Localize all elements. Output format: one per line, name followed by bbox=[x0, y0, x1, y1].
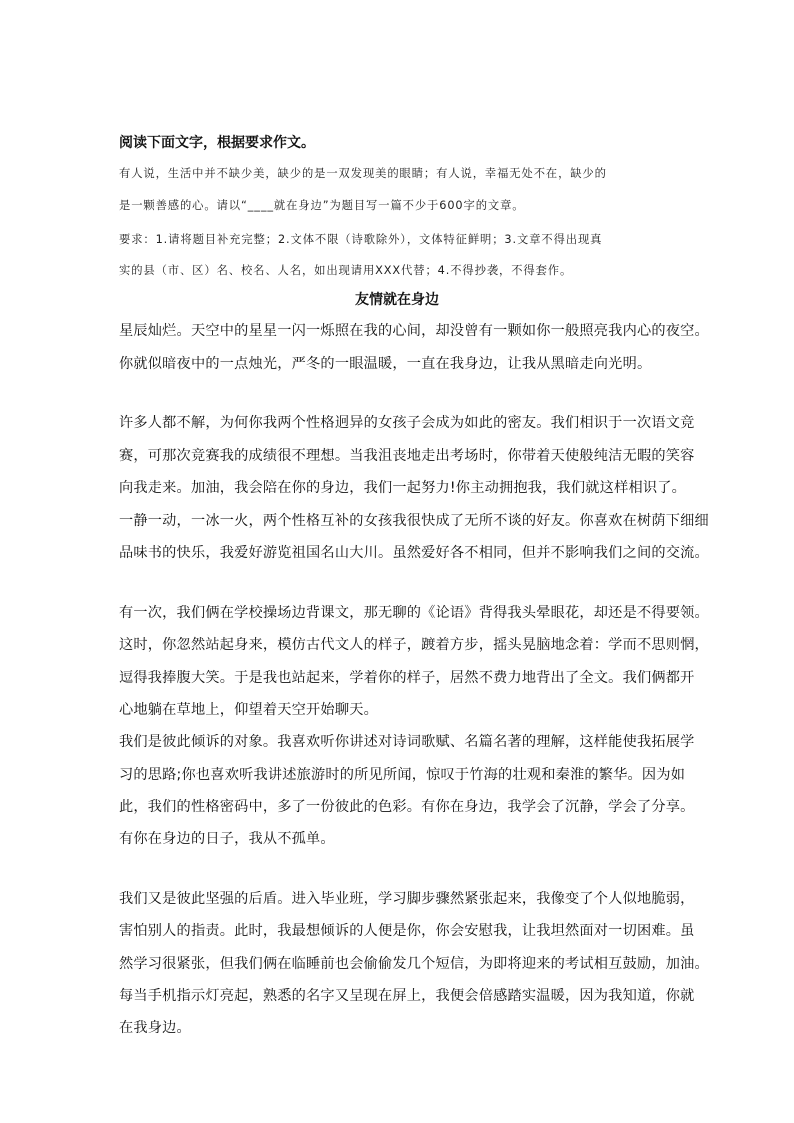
prompt-line: 是一颗善感的心。请以“____就在身边”为题目写一篇不少于600字的文章。 bbox=[119, 199, 525, 212]
essay-line: 一静一动，一冰一火，两个性格互补的女孩我很快成了无所不谈的好友。你喜欢在树荫下细细 bbox=[119, 513, 709, 529]
essay-line: 品味书的快乐，我爱好游览祖国名山大川。虽然爱好各不相同，但并不影响我们之间的交流。 bbox=[119, 545, 709, 561]
essay-title: 友情就在身边 bbox=[355, 292, 439, 308]
essay-line: 害怕别人的指责。此时，我最想倾诉的人便是你，你会安慰我，让我坦然面对一切困难。虽 bbox=[119, 923, 695, 939]
essay-line: 有一次，我们俩在学校操场边背课文，那无聊的《论语》背得我头晕眼花，却还是不得要领。 bbox=[119, 605, 709, 621]
essay-line: 许多人都不解，为何你我两个性格迥异的女孩子会成为如此的密友。我们相识于一次语文竞 bbox=[119, 415, 695, 431]
prompt-line: 要求：1.请将题目补充完整；2.文体不限（诗歌除外），文体特征鲜明；3.文章不得出现真 bbox=[119, 233, 603, 246]
essay-line: 每当手机指示灯亮起，熟悉的名字又呈现在屏上，我便会倍感踏实温暖，因为我知道，你就 bbox=[119, 988, 695, 1004]
essay-line: 星辰灿烂。天空中的星星一闪一烁照在我的心间，却没曾有一颗如你一般照亮我内心的夜空。 bbox=[119, 323, 709, 339]
essay-line: 这时，你忽然站起身来，模仿古代文人的样子，踱着方步，摇头晃脑地念着：学而不思则惘， bbox=[119, 637, 709, 653]
essay-line: 你就似暗夜中的一点烛光，严冬的一眼温暖，一直在我身边，让我从黑暗走向光明。 bbox=[119, 356, 652, 372]
instructions-heading: 阅读下面文字，根据要求作文。 bbox=[119, 135, 315, 151]
essay-line: 有你在身边的日子，我从不孤单。 bbox=[119, 831, 335, 847]
essay-line: 然学习很紧张，但我们俩在临睡前也会偷偷发几个短信，为即将迎来的考试相互鼓励，加油。 bbox=[119, 956, 709, 972]
essay-line: 赛，可那次竞赛我的成绩很不理想。当我沮丧地走出考场时，你带着天使般纯洁无暇的笑容 bbox=[119, 448, 695, 464]
prompt-line: 实的县（市、区）名、校名、人名，如出现请用XXX代替；4.不得抄袭，不得套作。 bbox=[119, 264, 573, 277]
essay-line: 在我身边。 bbox=[119, 1020, 191, 1036]
essay-line: 逗得我捧腹大笑。于是我也站起来，学着你的样子，居然不费力地背出了全文。我们俩都开 bbox=[119, 670, 695, 686]
essay-line: 此，我们的性格密码中，多了一份彼此的色彩。有你在身边，我学会了沉静，学会了分享。 bbox=[119, 799, 695, 815]
essay-line: 习的思路;你也喜欢听我讲述旅游时的所见所闻，惊叹于竹海的壮观和秦淮的繁华。因为如 bbox=[119, 767, 686, 783]
prompt-line: 有人说，生活中并不缺少美，缺少的是一双发现美的眼睛；有人说，幸福无处不在，缺少的 bbox=[119, 167, 607, 180]
essay-line: 我们又是彼此坚强的后盾。进入毕业班，学习脚步骤然紧张起来，我像变了个人似地脆弱， bbox=[119, 891, 695, 907]
essay-line: 向我走来。加油，我会陪在你的身边，我们一起努力!你主动拥抱我，我们就这样相识了。 bbox=[119, 480, 687, 496]
essay-line: 我们是彼此倾诉的对象。我喜欢听你讲述对诗词歌赋、名篇名著的理解，这样能使我拓展学 bbox=[119, 734, 695, 750]
essay-line: 心地躺在草地上，仰望着天空开始聊天。 bbox=[119, 702, 378, 718]
